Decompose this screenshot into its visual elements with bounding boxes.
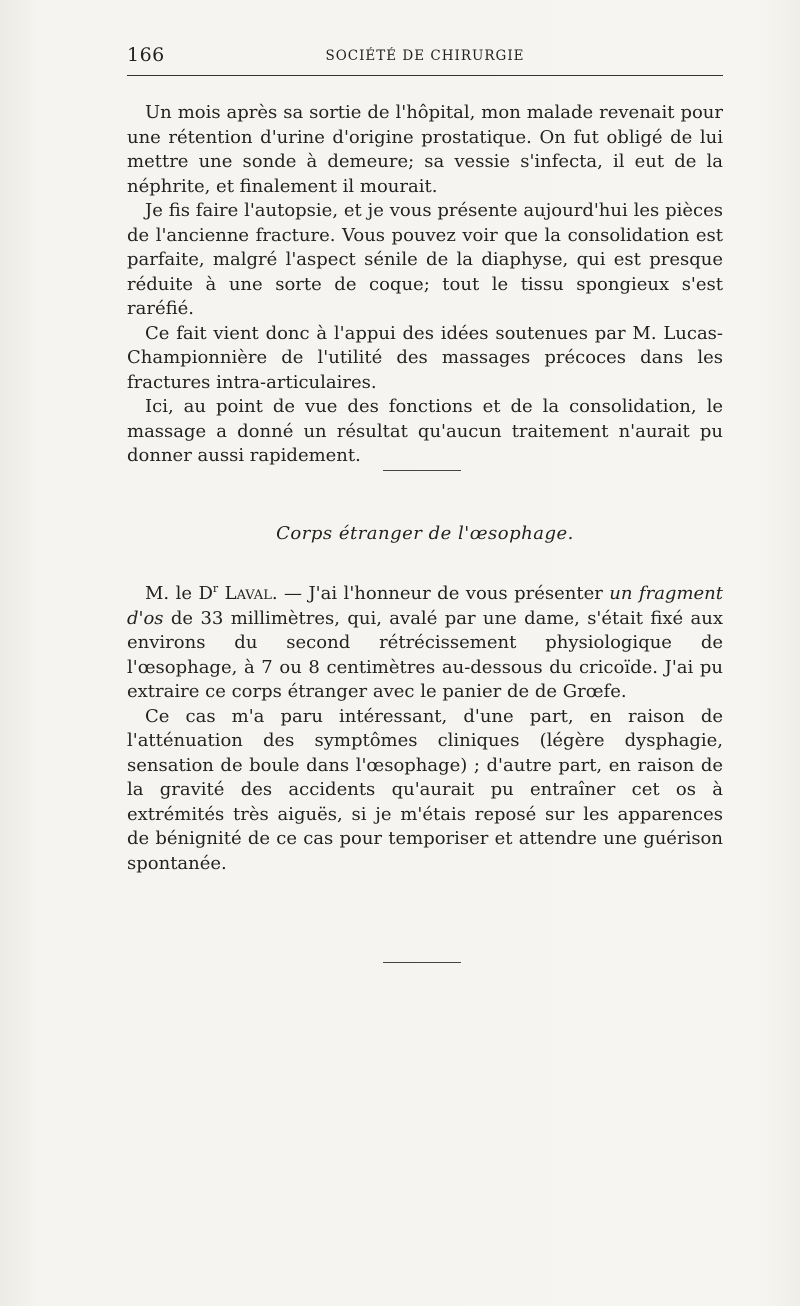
- paragraph: Je fis faire l'autopsie, et je vous présente aujourd'hui les pièces de l'ancienne fracture. Vous pouvez voir que la consolidation est parfaite, malgré l'aspect sénile de la diaphyse, qui est presque réduite à une sorte de coque; tout le tissu spongieux s'est raréfié.: [127, 200, 723, 319]
- page-header: [127, 44, 723, 72]
- p1-italic-1: un fragment: [609, 583, 723, 604]
- paragraph: Ce fait vient donc à l'appui des idées soutenues par M. Lucas-Championnière de l'utilité des massages précoces dans les fractures intra-articulaires.: [127, 322, 723, 393]
- p1-italic-2: d'os: [127, 607, 164, 629]
- header-rule: [127, 75, 723, 76]
- paragraph: Ici, au point de vue des fonctions et de la consolidation, le massage a donné un résultat qu'aucun traitement n'aurait pu donner aussi rapidement.: [127, 396, 723, 466]
- paragraph: [127, 577, 723, 705]
- speaker-prefix: M. le D: [145, 583, 213, 604]
- section-2-body: [127, 577, 723, 876]
- page-number: 166: [127, 44, 165, 66]
- speaker-name: Laval: [224, 583, 272, 604]
- paragraph: Ce cas m'a paru intéressant, d'une part, en raison de l'atténuation des symptômes cliniques (légère dysphagie, sensation de boule dans l'œsophage) ; d'autre part, en raison de la gravité des accidents qu'aurait pu entraîner cet os à extrémités très aiguës, si je m'étais reposé sur les apparences de bénignité de ce cas pour temporiser et attendre une guérison spontanée.: [127, 705, 723, 874]
- running-title: SOCIÉTÉ DE CHIRURGIE: [325, 48, 525, 64]
- speaker-sup: r: [212, 582, 219, 595]
- section-1-body: [127, 101, 723, 469]
- end-separator: [383, 962, 461, 963]
- section-separator: [383, 470, 461, 471]
- paragraph: Un mois après sa sortie de l'hôpital, mon malade revenait pour une rétention d'urine d'origine prostatique. On fut obligé de lui mettre une sonde à demeure; sa vessie s'infecta, il eut de la néphrite, et finalement il mourait.: [127, 102, 723, 197]
- section-title: Corps étranger de l'œsophage.: [276, 523, 574, 544]
- p1-before-italic: . — J'ai l'honneur de vous présenter: [271, 583, 610, 604]
- p1-after-italic: de 33 millimètres, qui, avalé par une dame, s'était fixé aux environs du second rétrécissement physiologique de l'œsophage, à 7 ou 8 centimètres au-dessous du cricoïde. J'ai pu extraire ce corps étranger avec le panier de de Grœfe.: [127, 607, 723, 702]
